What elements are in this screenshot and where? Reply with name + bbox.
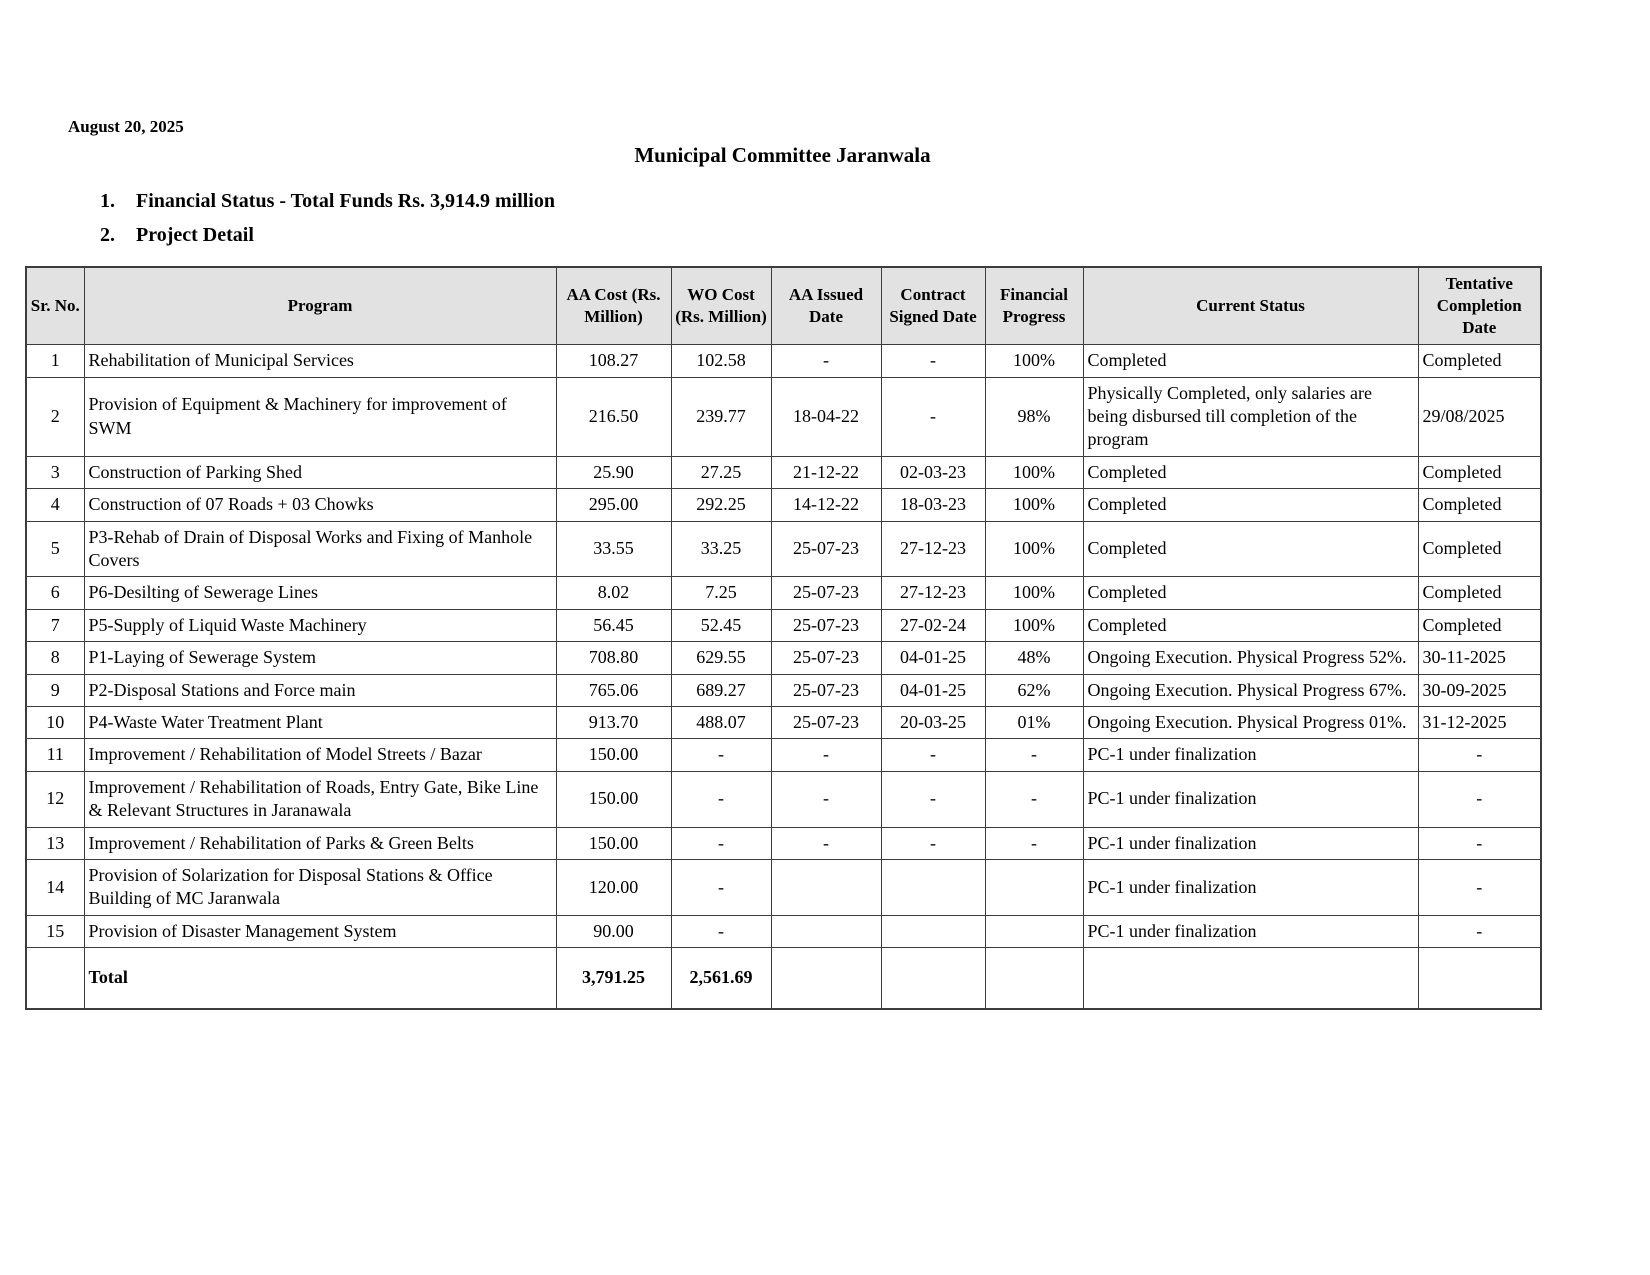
table-cell: Improvement / Rehabilitation of Parks & Green Belts [84, 827, 556, 859]
table-cell: 120.00 [556, 859, 671, 915]
table-cell: - [1418, 739, 1541, 771]
table-cell: 27-12-23 [881, 521, 985, 577]
table-cell: 25.90 [556, 456, 671, 488]
table-cell: 25-07-23 [771, 609, 881, 641]
table-cell: 21-12-22 [771, 456, 881, 488]
table-cell: - [1418, 915, 1541, 947]
table-row [26, 915, 1541, 947]
section-number: 2. [100, 224, 115, 246]
table-cell: Provision of Disaster Management System [84, 915, 556, 947]
table-cell: 25-07-23 [771, 706, 881, 738]
table-cell: - [1418, 827, 1541, 859]
table-header [26, 267, 1541, 345]
table-cell: 25-07-23 [771, 577, 881, 609]
table-cell: 12 [26, 771, 84, 827]
table-cell [985, 948, 1083, 1010]
header-sr-no: Sr. No. [26, 267, 84, 345]
table-cell: 150.00 [556, 827, 671, 859]
table-cell: 31-12-2025 [1418, 706, 1541, 738]
table-cell: 216.50 [556, 377, 671, 456]
table-cell: Completed [1083, 577, 1418, 609]
table-cell: 765.06 [556, 674, 671, 706]
table-row [26, 456, 1541, 488]
table-cell: 04-01-25 [881, 642, 985, 674]
table-cell: Completed [1083, 609, 1418, 641]
section-number: 1. [100, 190, 115, 212]
table-cell: 33.25 [671, 521, 771, 577]
table-cell: 1 [26, 345, 84, 377]
table-cell: 7 [26, 609, 84, 641]
table-cell: Ongoing Execution. Physical Progress 01%. [1083, 706, 1418, 738]
table-cell: Completed [1418, 345, 1541, 377]
table-cell: - [771, 771, 881, 827]
table-cell: 25-07-23 [771, 674, 881, 706]
table-cell: Completed [1418, 456, 1541, 488]
table-cell: Physically Completed, only salaries are being disbursed till completion of the program [1083, 377, 1418, 456]
table-cell: 10 [26, 706, 84, 738]
table-cell: - [881, 771, 985, 827]
table-cell: P4-Waste Water Treatment Plant [84, 706, 556, 738]
table-cell: 6 [26, 577, 84, 609]
table-cell: 689.27 [671, 674, 771, 706]
projects-table [25, 266, 1542, 1010]
table-cell: 13 [26, 827, 84, 859]
table-cell: Completed [1083, 521, 1418, 577]
table-cell: PC-1 under finalization [1083, 915, 1418, 947]
table-cell: 30-11-2025 [1418, 642, 1541, 674]
section-list [100, 190, 555, 258]
table-cell: 20-03-25 [881, 706, 985, 738]
table-cell: 27.25 [671, 456, 771, 488]
table-cell: PC-1 under finalization [1083, 827, 1418, 859]
table-row [26, 577, 1541, 609]
table-cell: - [881, 377, 985, 456]
table-cell: 3 [26, 456, 84, 488]
table-cell: - [771, 739, 881, 771]
table-cell [1418, 948, 1541, 1010]
table-cell: - [881, 827, 985, 859]
table-cell [26, 948, 84, 1010]
table-cell: P5-Supply of Liquid Waste Machinery [84, 609, 556, 641]
table-cell: Rehabilitation of Municipal Services [84, 345, 556, 377]
table-cell: 90.00 [556, 915, 671, 947]
header-contract-signed-date: Contract Signed Date [881, 267, 985, 345]
section-item-project-detail [100, 224, 555, 247]
table-cell: 7.25 [671, 577, 771, 609]
table-cell: 9 [26, 674, 84, 706]
table-cell: 18-04-22 [771, 377, 881, 456]
table-cell: 3,791.25 [556, 948, 671, 1010]
table-cell: - [771, 827, 881, 859]
table-row [26, 521, 1541, 577]
table-cell: P6-Desilting of Sewerage Lines [84, 577, 556, 609]
header-wo-cost: WO Cost (Rs. Million) [671, 267, 771, 345]
table-cell: 14 [26, 859, 84, 915]
table-cell: Completed [1418, 521, 1541, 577]
table-header-row [26, 267, 1541, 345]
table-cell: 33.55 [556, 521, 671, 577]
header-financial-progress: Financial Progress [985, 267, 1083, 345]
table-cell: 150.00 [556, 739, 671, 771]
table-cell [881, 948, 985, 1010]
table-cell: - [881, 345, 985, 377]
table-cell: Improvement / Rehabilitation of Model Streets / Bazar [84, 739, 556, 771]
table-cell: - [985, 771, 1083, 827]
table-cell: P3-Rehab of Drain of Disposal Works and Fixing of Manhole Covers [84, 521, 556, 577]
table-cell: 29/08/2025 [1418, 377, 1541, 456]
table-cell: 8.02 [556, 577, 671, 609]
table-cell [771, 859, 881, 915]
header-aa-issued-date: AA Issued Date [771, 267, 881, 345]
table-cell: 30-09-2025 [1418, 674, 1541, 706]
table-cell: 100% [985, 489, 1083, 521]
table-cell: Completed [1418, 489, 1541, 521]
page-title: Municipal Committee Jaranwala [634, 143, 931, 167]
table-row [26, 859, 1541, 915]
table-cell: 100% [985, 456, 1083, 488]
table-cell: 25-07-23 [771, 521, 881, 577]
section-text: Project Detail [136, 224, 254, 246]
table-row [26, 706, 1541, 738]
table-cell: 2,561.69 [671, 948, 771, 1010]
table-cell: 100% [985, 521, 1083, 577]
total-row [26, 948, 1541, 1010]
header-current-status: Current Status [1083, 267, 1418, 345]
header-tentative-completion-date: Tentative Completion Date [1418, 267, 1541, 345]
table-cell: Completed [1083, 489, 1418, 521]
table-cell: Completed [1418, 609, 1541, 641]
table-cell: PC-1 under finalization [1083, 859, 1418, 915]
table-row [26, 827, 1541, 859]
table-cell: P2-Disposal Stations and Force main [84, 674, 556, 706]
table-cell: - [671, 739, 771, 771]
table-cell: Ongoing Execution. Physical Progress 52%. [1083, 642, 1418, 674]
header-aa-cost: AA Cost (Rs. Million) [556, 267, 671, 345]
table-cell: - [771, 345, 881, 377]
table-row [26, 771, 1541, 827]
table-cell: PC-1 under finalization [1083, 771, 1418, 827]
table-cell: 100% [985, 345, 1083, 377]
table-cell: Ongoing Execution. Physical Progress 67%. [1083, 674, 1418, 706]
table-cell: 239.77 [671, 377, 771, 456]
table-cell: 5 [26, 521, 84, 577]
table-cell: 11 [26, 739, 84, 771]
table-cell: 150.00 [556, 771, 671, 827]
table-cell: - [1418, 771, 1541, 827]
table-cell [771, 948, 881, 1010]
document-date: August 20, 2025 [68, 117, 184, 136]
table-cell: - [985, 827, 1083, 859]
table-cell: 52.45 [671, 609, 771, 641]
table-cell: 100% [985, 609, 1083, 641]
table-cell: 27-02-24 [881, 609, 985, 641]
table-cell: 913.70 [556, 706, 671, 738]
table-cell [771, 915, 881, 947]
table-cell: 488.07 [671, 706, 771, 738]
section-text: Financial Status - Total Funds Rs. 3,914.9 million [136, 190, 555, 212]
table-cell: PC-1 under finalization [1083, 739, 1418, 771]
table-cell: 8 [26, 642, 84, 674]
table-cell [985, 859, 1083, 915]
table-row [26, 489, 1541, 521]
section-item-financial-status [100, 190, 555, 213]
table-cell: - [671, 771, 771, 827]
table-cell: Provision of Equipment & Machinery for improvement of SWM [84, 377, 556, 456]
table-cell: 629.55 [671, 642, 771, 674]
table-cell: 62% [985, 674, 1083, 706]
table-cell: - [1418, 859, 1541, 915]
table-cell: Construction of Parking Shed [84, 456, 556, 488]
table-cell: 292.25 [671, 489, 771, 521]
table-cell [881, 859, 985, 915]
table-row [26, 642, 1541, 674]
table-row [26, 345, 1541, 377]
table-cell: 295.00 [556, 489, 671, 521]
table-cell: P1-Laying of Sewerage System [84, 642, 556, 674]
table-cell: 2 [26, 377, 84, 456]
table-cell: 02-03-23 [881, 456, 985, 488]
table-cell: - [671, 859, 771, 915]
header-program: Program [84, 267, 556, 345]
table-cell: Completed [1083, 345, 1418, 377]
table-cell: 18-03-23 [881, 489, 985, 521]
table-cell: 108.27 [556, 345, 671, 377]
table-cell: 04-01-25 [881, 674, 985, 706]
table-cell [881, 915, 985, 947]
table-cell [985, 915, 1083, 947]
table-cell: - [671, 915, 771, 947]
table-cell: 48% [985, 642, 1083, 674]
table-cell: 100% [985, 577, 1083, 609]
table-cell: Provision of Solarization for Disposal Stations & Office Building of MC Jaranwala [84, 859, 556, 915]
table-cell: Total [84, 948, 556, 1010]
table-row [26, 674, 1541, 706]
table-cell: 4 [26, 489, 84, 521]
table-cell: Construction of 07 Roads + 03 Chowks [84, 489, 556, 521]
table-cell: 25-07-23 [771, 642, 881, 674]
table-cell: - [985, 739, 1083, 771]
table-cell: 27-12-23 [881, 577, 985, 609]
table-cell: Completed [1418, 577, 1541, 609]
table-cell: 01% [985, 706, 1083, 738]
table-row [26, 739, 1541, 771]
table-cell [1083, 948, 1418, 1010]
table-cell: - [671, 827, 771, 859]
table-cell: 102.58 [671, 345, 771, 377]
table-cell: 56.45 [556, 609, 671, 641]
table-cell: Improvement / Rehabilitation of Roads, Entry Gate, Bike Line & Relevant Structures in Jaranawala [84, 771, 556, 827]
table-cell: 15 [26, 915, 84, 947]
table-row [26, 377, 1541, 456]
table-cell: - [881, 739, 985, 771]
table-body [26, 345, 1541, 1009]
table-cell: 98% [985, 377, 1083, 456]
table-cell: Completed [1083, 456, 1418, 488]
table-row [26, 609, 1541, 641]
table-cell: 708.80 [556, 642, 671, 674]
table-cell: 14-12-22 [771, 489, 881, 521]
